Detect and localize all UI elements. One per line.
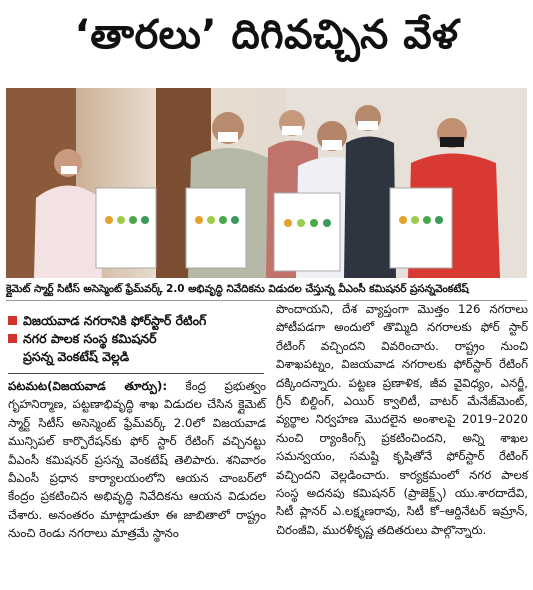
photo-officials-icon [6,88,527,278]
photo-caption: క్లైమెట్ స్మార్ట్ సిటీస్ అసెస్మెంట్ ఫ్రేమ్‌వర్క్ 2.0 అభివృద్ధి నివేదికను విడుదల చేస్తున్న వీఎంసీ కమిషనర్ ప్రసన్నవెంకటేష్ [6,283,469,295]
headline: ‘తారలు’ దిగివచ్చిన వేళ [74,12,459,58]
article-text: కేంద్ర ప్రభుత్వం గృహనిర్మాణ, పట్టణాభివృద్ధి శాఖ విడుదల చేసిన క్లైమెట్ స్మార్ట్ సిటీస్ అసెస్మెంట్ ఫ్రేమ్‌వర్క్ 2.0లో విజయవాడ మున్సిపల్ కార్పొరేషన్‌కు ఫోర్ స్టార్ రేటింగ్ వచ్చినట్టు వీఎంసీ కమిషనర్ ప్రసన్న వెంకటేష్ తెలిపారు. శనివారం వీఎంసీ ప్రధాన కార్యాలయంలోని ఆయన చాంబర్‌లో కేంద్రం ప్రకటించిన అభివృద్ధి నివేదికను ఆయన విడుదల చేశారు. అనంతరం మాట్లాడుతూ ఈ జాబితాలో రాష్ట్రం నుంచి రెండు నగరాలు మాత్రమే స్థానం [8,379,267,541]
highlight-item [8,330,266,348]
highlight-item [8,312,266,330]
article-text: పొందాయని, దేశ వ్యాప్తంగా మొత్తం 126 నగరాలు పోటీపడగా అందులో తొమ్మిది నగరాలకు ఫోర్ స్టార్ రేటింగ్ వచ్చిందని వివరించారు. రాష్ట్రం నుంచి విశాఖపట్నం, విజయవాడ నగరాలకు ఫోర్‌స్టార్ రేటింగ్ దక్కిందన్నారు. పట్టణ ప్రణాళిక, జీవ వైవిధ్యం, ఎనర్జీ, గ్రీన్ బిల్డింగ్, ఎయిర్ క్వాలిటీ, వాటర్ మేనేజ్‌మెంట్, వ్యర్థాల నిర్వహణ మొదలైన అంశాలపై 2019–2020 నుంచి ర్యాంకింగ్స్ ప్రకటించిందని, అన్ని శాఖల సమన్వయం, సమష్టి కృషితోనే ఫోర్‌స్టార్ రేటింగ్ వచ్చిందని వెల్లడించారు. కార్యక్రమంలో నగర పాలక సంస్థ అదనపు కమిషనర్ (ప్రాజెక్ట్స్) యు.శారదాదేవి, సిటీ ప్లానర్ ఎ.లక్ష్మణరావు, సిటీ కో–ఆర్డినేటర్ ఇమ్రాన్, చిరంజీవి, మురళీకృష్ణ తదితరులు పాల్గొన్నారు. [276,302,528,537]
highlight-text: నగర పాలక సంస్థ కమిషనర్ [23,331,157,346]
bullet-square-icon [8,316,17,325]
divider [8,373,264,374]
dateline: పటమట(విజయవాడ తూర్పు): [8,379,168,393]
bullet-square-icon [8,334,17,343]
highlights-box [8,312,266,366]
highlight-text: ప్రసన్న వెంకటేష్ వెల్లడి [23,349,130,364]
article-column-right [276,300,528,539]
article-column-left [8,377,266,543]
news-photo [6,88,527,278]
highlight-text: విజయవాడ నగరానికి ఫోర్‌స్టార్ రేటింగ్ [23,313,207,328]
